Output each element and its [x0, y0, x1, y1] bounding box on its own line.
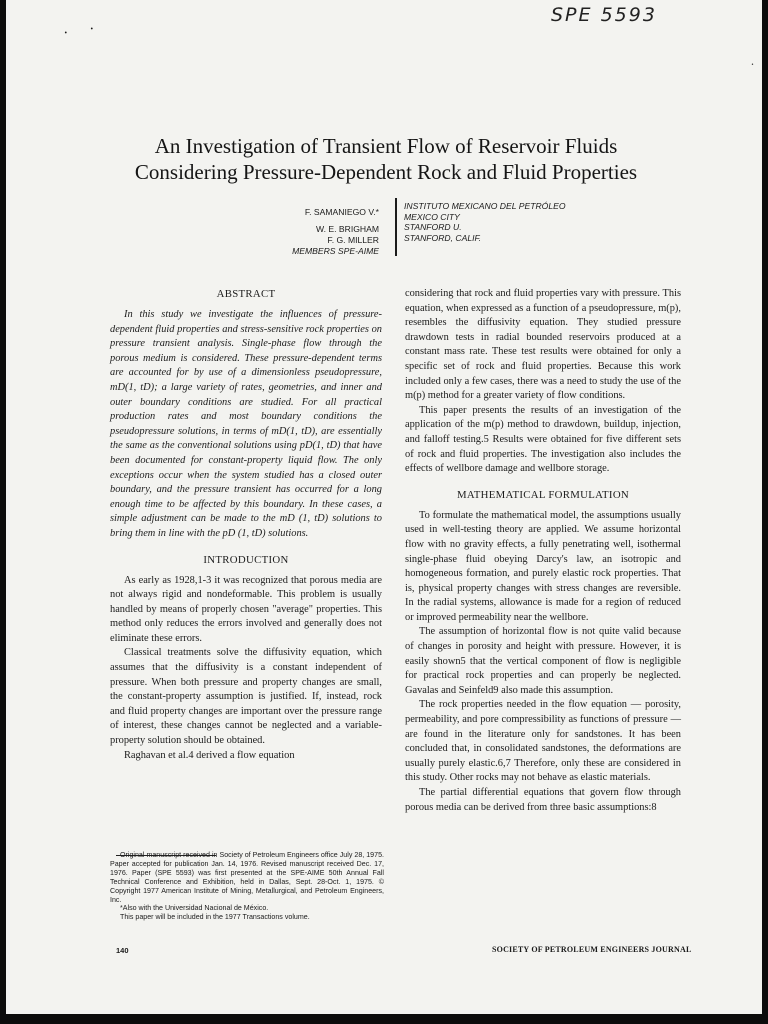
paper-page	[6, 0, 762, 1014]
author-1: F. SAMANIEGO V.*	[304, 207, 379, 217]
intro-continued-2: This paper presents the results of an investigation of the application of the m(p) method to drawdown, buildup, injection, and falloff testing.5 Results were obtained for five different sets of rock and fluid properties. The investigation also includes the effects of wellbore damage and wellbore storage.	[405, 404, 681, 475]
author-divider	[395, 198, 397, 256]
math-paragraph-2: The assumption of horizontal flow is not quite valid because of changes in porosity and height with pressure. However, it is easily shown5 that the vertical component of flow is negligible for practical rock properties and can properly be neglected. Gavalas and Seinfeld9 also made this assumption.	[405, 626, 681, 696]
introduction-heading: INTRODUCTION	[203, 553, 289, 566]
author-2: W. E. BRIGHAM	[315, 224, 379, 234]
handwritten-annotation: SPE 5593	[551, 4, 657, 26]
math-paragraph-4: The partial differential equations that govern flow through porous media can be derived from three basic assumptions:8	[405, 787, 681, 813]
math-paragraph-1: To formulate the mathematical model, the assumptions usually used in well-testing theory are applied. We assume horizontal flow with no gravity effects, a fully penetrating well, isothermal single-phase fluid obeying Darcy's law, an isotropic and homogeneous formation, and purely elastic rock properties. That is, physical property changes with stress changes are reversible. In the radial systems, allowance is made for a region of reduced or improved permeability near the wellbore.	[405, 509, 681, 623]
left-column	[110, 287, 382, 763]
intro-paragraph-3: Raghavan et al.4 derived a flow equation	[124, 749, 295, 761]
author-membership: MEMBERS SPE-AIME	[292, 246, 379, 256]
speck-mark: •	[90, 26, 94, 33]
title-line-1: An Investigation of Transient Flow of Reservoir Fluids	[154, 134, 618, 158]
right-column	[405, 287, 681, 815]
math-paragraph-3: The rock properties needed in the flow equation — porosity, permeability, and pore compressibility as functions of pressure — are found in the literature only for sandstones. It has been concluded that, in consolidated sandstones, the deformations are usually purely elastic.6,7 Therefore, only these are considered in this study. Other rocks may not behave as elastic materials.	[405, 699, 681, 784]
footnote-affiliation: *Also with the Universidad Nacional de México.	[120, 904, 269, 913]
affiliation-3: STANFORD U.	[404, 222, 462, 232]
affiliation-4: STANFORD, CALIF.	[404, 232, 482, 243]
footnote-manuscript: Original manuscript received in Society of Petroleum Engineers office July 28, 1975. Paper accepted for publication Jan. 14, 1976. Revised manuscript received Dec. 17, 1976. Paper (SPE 5593) was first presented at the SPE-AIME 50th Annual Fall Technical Conference and Exhibition, held in Dallas, Sept. 28-Oct. 1, 1975. © Copyright 1977 American Institute of Mining, Metallurgical, and Petroleum Engineers, Inc.	[110, 851, 384, 904]
speck-mark: •	[64, 30, 68, 37]
page-number: 140	[116, 946, 129, 955]
affiliation-list	[404, 201, 624, 243]
intro-continued-1: considering that rock and fluid properties vary with pressure. This equation, when expressed as a function of a pseudopressure, m(p), resembles the diffusivity equation. They studied pressure drawdown tests in radial bounded reservoirs produced at a constant mass rate. These test results were obtained for only a specific set of rock and fluid properties. Because this work included only a few cases, there was a need to study the use of the m(p) method for a greater variety of flow conditions.	[405, 288, 681, 402]
journal-name: SOCIETY OF PETROLEUM ENGINEERS JOURNAL	[492, 945, 692, 954]
author-list	[236, 207, 379, 257]
affiliation-1: INSTITUTO MEXICANO DEL PETRÓLEO	[404, 201, 566, 211]
affiliation-2: MEXICO CITY	[404, 211, 460, 222]
title-line-2: Considering Pressure-Dependent Rock and Fluid Properties	[134, 160, 638, 184]
intro-paragraph-2: Classical treatments solve the diffusivity equation, which assumes that the diffusivity is a constant independent of pressure. When both pressure and property changes are small, the constant-property assumption is justified. If, instead, rock and fluid property changes are important over the pressure range of interest, these changes cannot be neglected and a variable-property solution should be obtained.	[110, 647, 382, 747]
abstract-heading: ABSTRACT	[216, 288, 276, 300]
author-3: F. G. MILLER	[327, 235, 379, 245]
paper-title	[66, 133, 706, 185]
abstract-body: In this study we investigate the influences of pressure-dependent fluid properties and stress-sensitive rock properties on pressure transient analysis. Single-phase flow through the porous medium is considered. These pressure-dependent terms are accounted for by use of a dimensionless pseudopressure, mD(1, tD); a large variety of rates, geometries, and inner and outer boundary conditions are studied. For all practical production rates and most boundary conditions the pseudopressure solutions, in terms of mD(1, tD), are essentially the same as the conventional solutions using pD(1, tD) that have been documented for constant-property liquid flow. The only exceptions occur when the system studied has a closed outer boundary, and the pressure transient has occurred for a long enough time to be affected by this boundary. In these cases, a simple adjustment can be made to the mD (1, tD) solutions to bring them in line with the pD (1, tD) solutions.	[110, 309, 382, 539]
footnotes	[110, 851, 384, 922]
intro-paragraph-1: As early as 1928,1-3 it was recognized that porous media are not always rigid and nondeformable. This problem is usually handled by means of properly chosen "average" properties. This method only reduces the errors involved and generally does not eliminate these errors.	[110, 574, 382, 644]
math-formulation-heading: MATHEMATICAL FORMULATION	[456, 488, 630, 501]
footnote-transactions: This paper will be included in the 1977 Transactions volume.	[120, 913, 310, 922]
speck-mark: •	[751, 62, 754, 68]
